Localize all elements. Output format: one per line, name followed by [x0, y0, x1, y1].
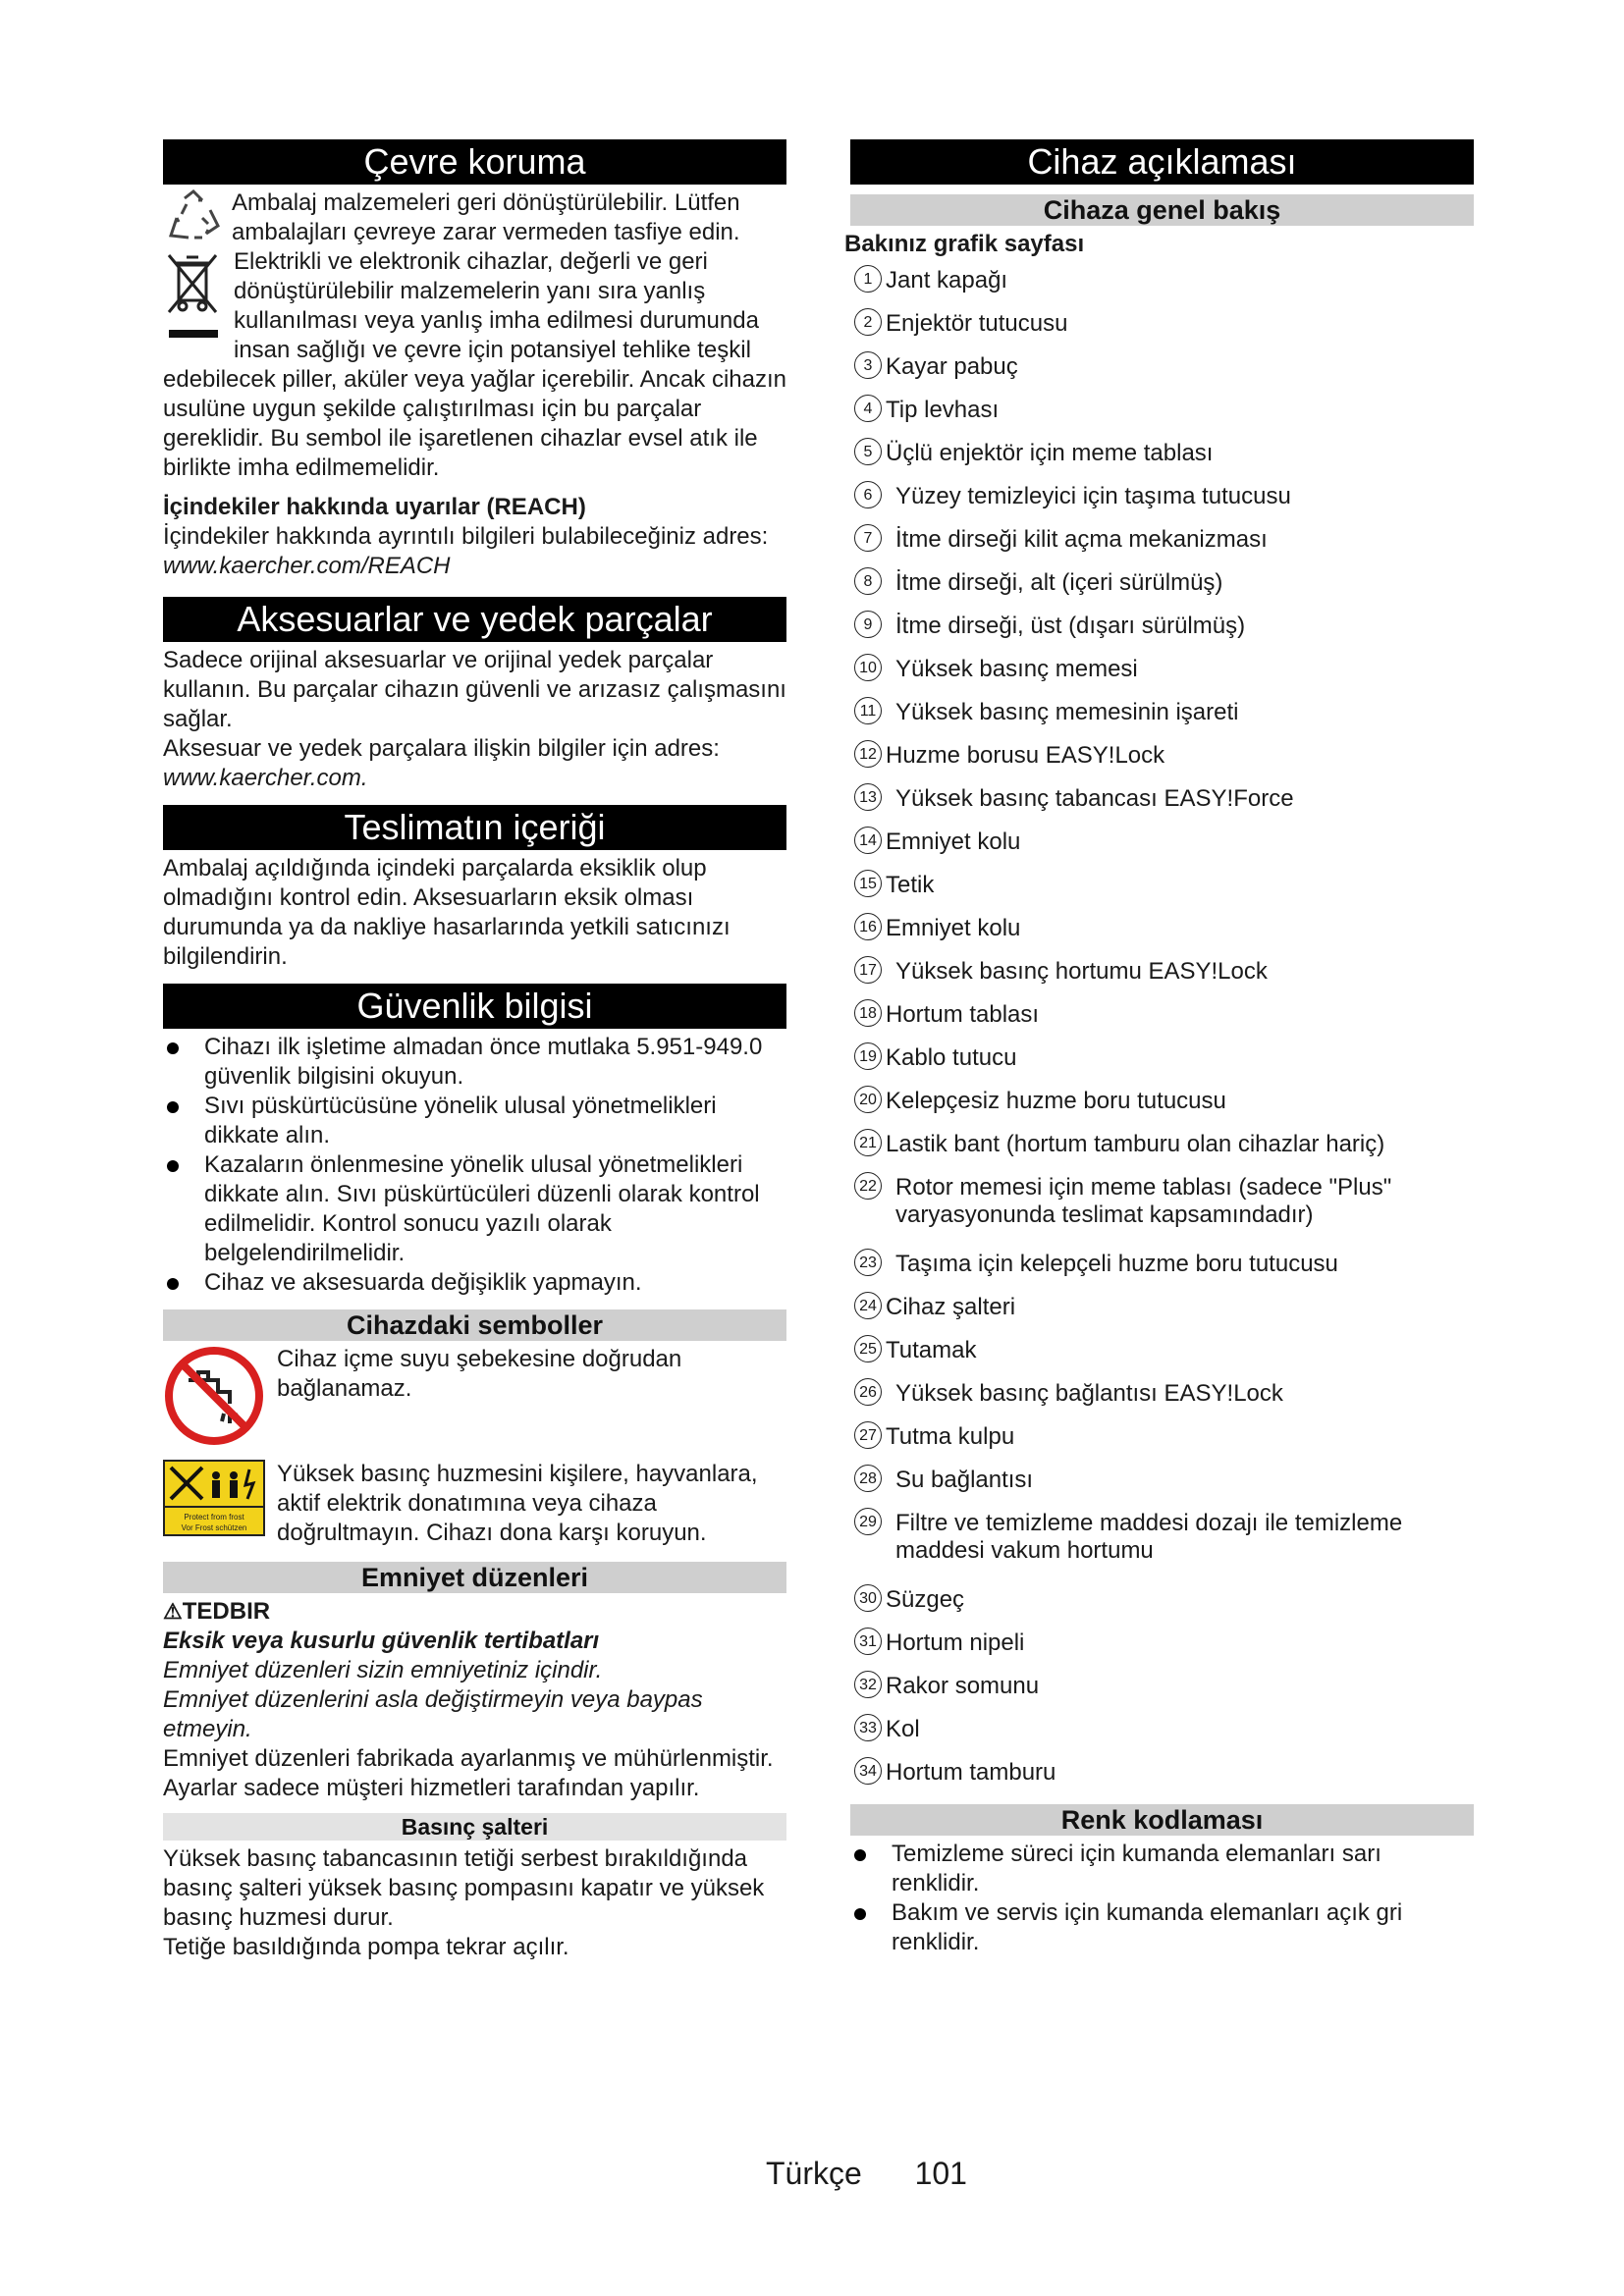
item-number: 30 — [854, 1584, 882, 1612]
component-list — [850, 259, 1474, 1794]
item-label: Lastik bant (hortum tamburu olan cihazlar hariç) — [886, 1131, 1385, 1157]
symbol-2-text: Yüksek basınç huzmesini kişilere, hayvanlara, aktif elektrik donatımına veya cihaza doğrultmayın. Cihazı dona karşı koruyun. — [277, 1461, 758, 1546]
item-number: 1 — [854, 265, 882, 293]
reach-title: İçindekiler hakkında uyarılar (REACH) — [163, 494, 586, 520]
reach-link[interactable]: www.kaercher.com/REACH — [163, 553, 451, 579]
component-item — [850, 864, 1474, 907]
component-item — [850, 777, 1474, 821]
basinc-p2: Tetiğe basıldığında pompa tekrar açılır. — [163, 1934, 569, 1960]
component-item — [850, 907, 1474, 950]
item-number: 31 — [854, 1628, 882, 1655]
component-item — [850, 432, 1474, 475]
component-item — [850, 1037, 1474, 1080]
item-label: Kol — [886, 1716, 920, 1742]
item-label: Emniyet kolu — [886, 915, 1021, 941]
basinc-p1: Yüksek basınç tabancasının tetiği serbest bırakıldığında basınç şalteri yüksek basınç pompasını kapatır ve yüksek basınç huzmesi durur. — [163, 1845, 765, 1931]
component-item — [850, 1166, 1474, 1243]
weee-block — [163, 247, 786, 483]
section-title-renk: Renk kodlaması — [850, 1804, 1474, 1836]
bakiniz: Bakınız grafik sayfası — [844, 231, 1085, 257]
item-label: Rakor somunu — [886, 1673, 1040, 1699]
item-number: 14 — [854, 827, 882, 854]
item-number: 17 — [854, 956, 882, 984]
item-number: 11 — [854, 697, 882, 724]
list-item: Bakım ve servis için kumanda elemanları açık gri renklidir. — [850, 1898, 1474, 1957]
left-column — [163, 139, 786, 1962]
component-item — [850, 605, 1474, 648]
item-label: Süzgeç — [886, 1586, 965, 1613]
item-label: Üçlü enjektör için meme tablası — [886, 440, 1214, 466]
item-number: 24 — [854, 1292, 882, 1319]
component-item — [850, 389, 1474, 432]
warning-p1: Emniyet düzenleri sizin emniyetiniz içindir. — [163, 1657, 603, 1683]
item-number: 27 — [854, 1421, 882, 1449]
item-label: Cihaz şalteri — [886, 1294, 1016, 1320]
component-item — [850, 734, 1474, 777]
list-item: Sıvı püskürtücüsüne yönelik ulusal yönetmelikleri dikkate alın. — [163, 1092, 786, 1150]
frost-caption-1: Protect from frost — [184, 1513, 244, 1522]
symbol-1-text: Cihaz içme suyu şebekesine doğrudan bağlanamaz. — [277, 1346, 682, 1402]
component-item — [850, 259, 1474, 302]
item-label: Kayar pabuç — [886, 353, 1018, 380]
item-label: Hortum nipeli — [886, 1629, 1025, 1656]
item-number: 21 — [854, 1129, 882, 1156]
component-item — [850, 1578, 1474, 1622]
page-footer — [766, 2156, 967, 2192]
item-label: İtme dirseği, üst (dışarı sürülmüş) — [895, 613, 1246, 639]
item-label: Kelepçesiz huzme boru tutucusu — [886, 1088, 1226, 1114]
list-item: Cihazı ilk işletime almadan önce mutlaka 5.951-949.0 güvenlik bilgisini okuyun. — [163, 1033, 786, 1092]
item-number: 9 — [854, 611, 882, 638]
item-number: 6 — [854, 481, 882, 508]
warning-label — [163, 1597, 786, 1627]
item-label: Rotor memesi için meme tablası (sadece "Plus" varyasyonunda teslimat kapsamındadır) — [895, 1174, 1392, 1228]
section-title-aksesuar: Aksesuarlar ve yedek parçalar — [163, 597, 786, 642]
symbol-row-1 — [163, 1345, 786, 1452]
teslimat-p1: Ambalaj açıldığında içindeki parçalarda eksiklik olup olmadığını kontrol edin. Aksesuarların eksik olması durumunda ya da nakliye hasarlarında yetkili satıcınızı bilgilendirin. — [163, 855, 731, 970]
section-title-genel: Cihaza genel bakış — [850, 194, 1474, 226]
aksesuar-p1: Sadece orijinal aksesuarlar ve orijinal yedek parçalar kullanın. Bu parçalar cihazın güvenli ve arızasız çalışmasını sağlar. — [163, 647, 786, 732]
item-label: Yüksek basınç hortumu EASY!Lock — [895, 958, 1268, 985]
cevre-p2: Elektrikli ve elektronik cihazlar, değerli ve geri dönüştürülebilir malzemelerin yanı sıra yanlış kullanılması veya yanlış imha edilmesi durumunda insan sağlığı ve çevre için potansiyel tehlike teşkil edebilecek piller, aküler veya yağlar içerebilir. Ancak cihazın usulüne uygun şekilde çalıştırılması için bu parçalar gereklidir. Bu sembol ile işaretlenen cihazlar evsel atık ile birlikte imha edilmemelidir. — [163, 248, 787, 481]
section-title-emniyet: Emniyet düzenleri — [163, 1562, 786, 1593]
renk-list — [850, 1840, 1474, 1957]
section-title-guvenlik: Güvenlik bilgisi — [163, 984, 786, 1029]
item-label: Yüksek basınç memesinin işareti — [895, 699, 1239, 725]
item-label: Enjektör tutucusu — [886, 310, 1068, 337]
component-item — [850, 1372, 1474, 1415]
item-label: Huzme borusu EASY!Lock — [886, 742, 1165, 769]
item-label: İtme dirseği, alt (içeri sürülmüş) — [895, 569, 1223, 596]
item-label: Jant kapağı — [886, 267, 1008, 294]
component-item — [850, 1708, 1474, 1751]
item-label: Su bağlantısı — [895, 1467, 1034, 1493]
component-item — [850, 1286, 1474, 1329]
recycle-icon — [163, 188, 232, 245]
list-item: Cihaz ve aksesuarda değişiklik yapmayın. — [163, 1268, 786, 1298]
item-number: 22 — [854, 1172, 882, 1200]
item-label: Kablo tutucu — [886, 1044, 1017, 1071]
component-item — [850, 1329, 1474, 1372]
warning-title: Eksik veya kusurlu güvenlik tertibatları — [163, 1628, 600, 1654]
item-number: 13 — [854, 783, 882, 811]
item-number: 5 — [854, 438, 882, 465]
symbol-row-2 — [163, 1460, 786, 1548]
item-label: Tip levhası — [886, 397, 1000, 423]
component-item — [850, 1080, 1474, 1123]
warning-p2: Emniyet düzenlerini asla değiştirmeyin veya baypas etmeyin. — [163, 1686, 703, 1742]
cevre-p1b: ambalajları çevreye zarar vermeden tasfiye edin. — [232, 219, 740, 245]
footer-language: Türkçe — [766, 2156, 862, 2191]
item-number: 10 — [854, 654, 882, 681]
item-label: Yüksek basınç tabancası EASY!Force — [895, 785, 1294, 812]
item-label: İtme dirseği kilit açma mekanizması — [895, 526, 1268, 553]
no-drinking-water-icon — [163, 1345, 277, 1452]
item-label: Tutamak — [886, 1337, 977, 1363]
item-label: Tutma kulpu — [886, 1423, 1015, 1450]
item-number: 2 — [854, 308, 882, 336]
aksesuar-link[interactable]: www.kaercher.com. — [163, 765, 368, 791]
item-number: 34 — [854, 1757, 882, 1785]
warning-label-text: TEDBIR — [182, 1598, 271, 1625]
section-title-teslimat: Teslimatın içeriği — [163, 805, 786, 850]
list-item: Temizleme süreci için kumanda elemanları sarı renklidir. — [850, 1840, 1474, 1898]
component-item — [850, 475, 1474, 518]
component-item — [850, 561, 1474, 605]
item-number: 32 — [854, 1671, 882, 1698]
item-number: 23 — [854, 1249, 882, 1276]
frost-caption — [163, 1512, 265, 1533]
component-item — [850, 302, 1474, 346]
item-number: 12 — [854, 740, 882, 768]
item-number: 15 — [854, 870, 882, 897]
item-label: Hortum tablası — [886, 1001, 1040, 1028]
item-number: 8 — [854, 567, 882, 595]
guvenlik-list — [163, 1033, 786, 1298]
component-item — [850, 691, 1474, 734]
frost-caption-2: Vor Frost schützen — [181, 1523, 247, 1532]
item-number: 33 — [854, 1714, 882, 1741]
aksesuar-p2: Aksesuar ve yedek parçalara ilişkin bilgiler için adres: — [163, 735, 720, 762]
item-label: Yüzey temizleyici için taşıma tutucusu — [895, 483, 1291, 509]
component-item — [850, 1751, 1474, 1794]
reach-text — [163, 522, 786, 581]
page-number: 101 — [914, 2156, 967, 2191]
section-title-cevre: Çevre koruma — [163, 139, 786, 185]
item-label: Yüksek basınç memesi — [895, 656, 1138, 682]
section-title-semboller: Cihazdaki semboller — [163, 1309, 786, 1341]
item-number: 25 — [854, 1335, 882, 1362]
weee-bin-icon — [163, 247, 234, 365]
high-pressure-warning-icon — [163, 1460, 277, 1541]
cevre-p1a: Ambalaj malzemeleri geri dönüştürülebilir. Lütfen — [232, 189, 740, 216]
component-item — [850, 950, 1474, 993]
item-number: 28 — [854, 1465, 882, 1492]
item-number: 7 — [854, 524, 882, 552]
item-number: 19 — [854, 1042, 882, 1070]
item-label: Taşıma için kelepçeli huzme boru tutucusu — [895, 1251, 1338, 1277]
item-number: 16 — [854, 913, 882, 940]
component-item — [850, 1243, 1474, 1286]
item-number: 29 — [854, 1508, 882, 1535]
component-item — [850, 1665, 1474, 1708]
component-item — [850, 1459, 1474, 1502]
reach-text-body: İçindekiler hakkında ayrıntılı bilgileri bulabileceğiniz adres: — [163, 523, 769, 550]
component-item — [850, 1622, 1474, 1665]
component-item — [850, 648, 1474, 691]
component-item — [850, 1415, 1474, 1459]
recycle-row — [163, 188, 786, 247]
item-number: 20 — [854, 1086, 882, 1113]
emniyet-p3: Emniyet düzenleri fabrikada ayarlanmış ve mühürlenmiştir. Ayarlar sadece müşteri hizmetleri tarafından yapılır. — [163, 1745, 774, 1801]
item-number: 26 — [854, 1378, 882, 1406]
component-item — [850, 346, 1474, 389]
item-label: Hortum tamburu — [886, 1759, 1056, 1786]
warning-triangle-icon: ⚠ — [163, 1599, 183, 1624]
section-title-basinc: Basınç şalteri — [163, 1813, 786, 1841]
component-item — [850, 1502, 1474, 1578]
item-label: Tetik — [886, 872, 935, 898]
item-number: 18 — [854, 999, 882, 1027]
item-label: Emniyet kolu — [886, 828, 1021, 855]
component-item — [850, 518, 1474, 561]
list-item: Kazaların önlenmesine yönelik ulusal yönetmelikleri dikkate alın. Sıvı püskürtücüleri düzenli olarak kontrol edilmelidir. Kontrol sonucu yazılı olarak belgelendirilmelidir. — [163, 1150, 786, 1268]
item-number: 4 — [854, 395, 882, 422]
item-label: Yüksek basınç bağlantısı EASY!Lock — [895, 1380, 1283, 1407]
right-column — [844, 139, 1474, 1957]
item-number: 3 — [854, 351, 882, 379]
component-item — [850, 821, 1474, 864]
item-label: Filtre ve temizleme maddesi dozajı ile temizleme maddesi vakum hortumu — [895, 1510, 1403, 1564]
component-item — [850, 993, 1474, 1037]
component-item — [850, 1123, 1474, 1166]
section-title-cihaz: Cihaz açıklaması — [850, 139, 1474, 185]
